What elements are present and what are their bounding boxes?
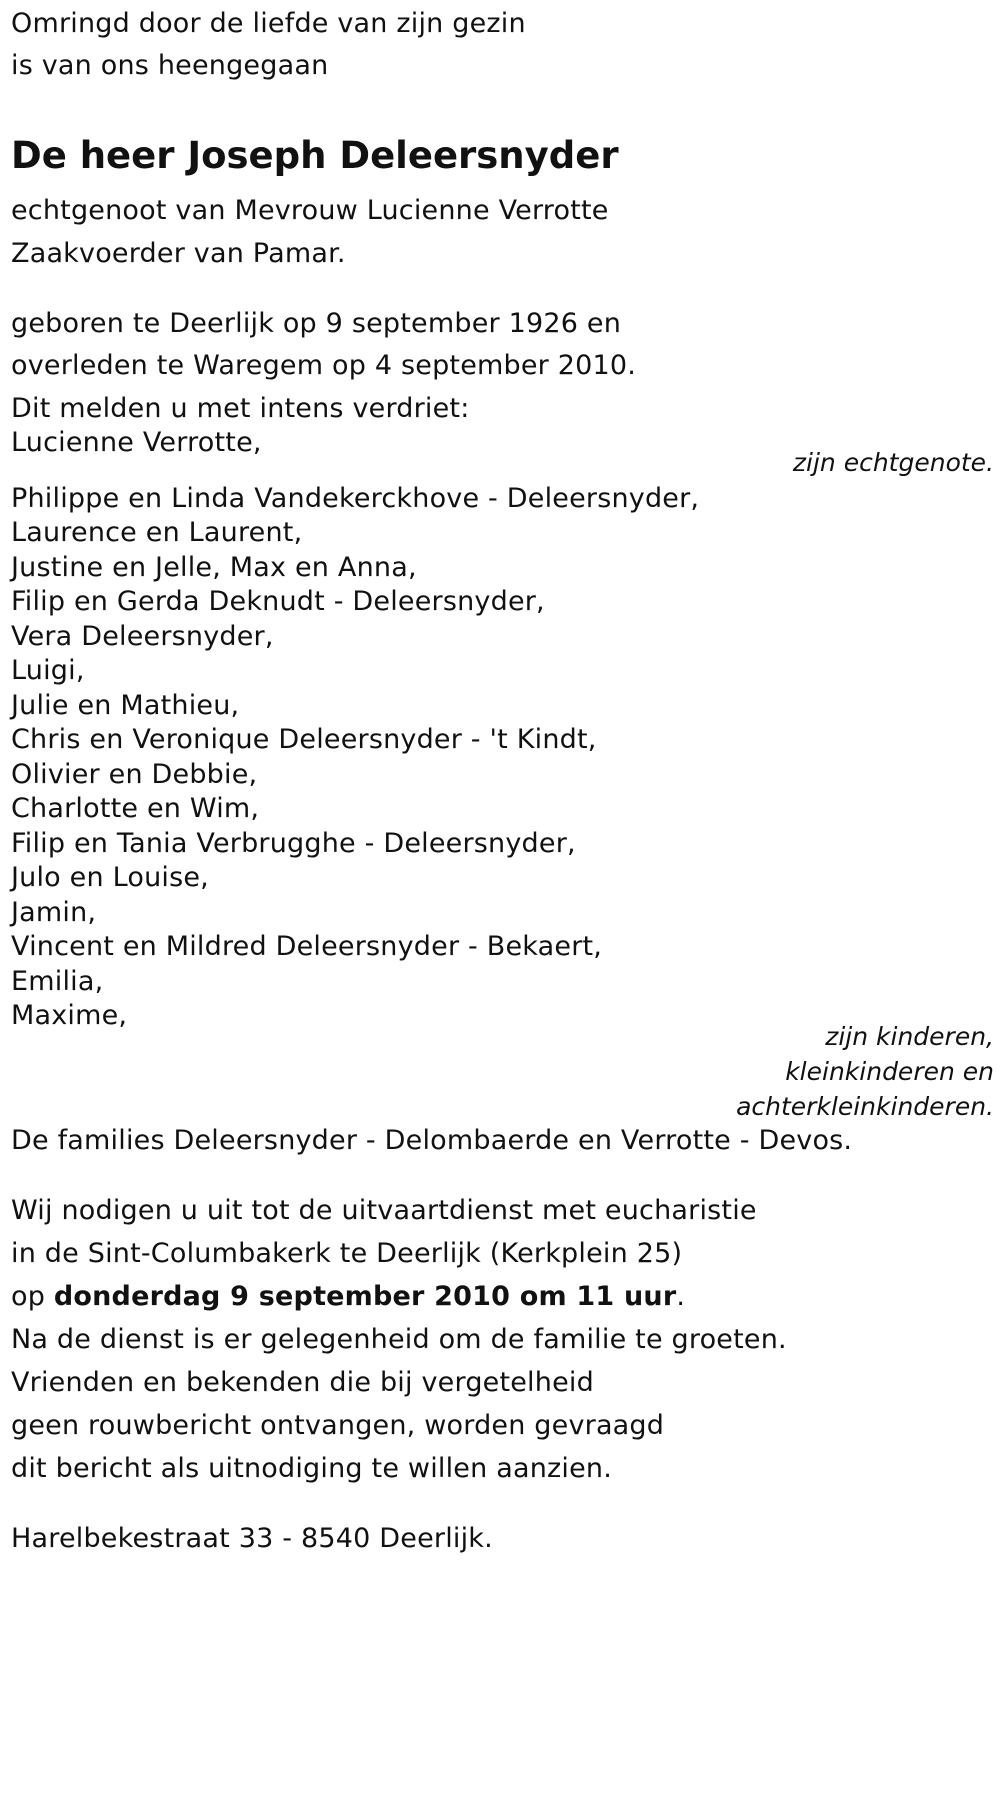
child-line-5: Vera Deleersnyder,	[11, 621, 274, 652]
child-line-2: Laurence en Laurent,	[11, 517, 303, 548]
child-line-4: Filip en Gerda Deknudt - Deleersnyder,	[11, 586, 545, 617]
funeral-date-time: donderdag 9 september 2010 om 11 uur	[53, 1281, 677, 1312]
relation-line-2: Zaakvoerder van Pamar.	[11, 238, 346, 269]
child-line-9: Olivier en Debbie,	[11, 759, 258, 790]
invitation-line-2: in de Sint-Columbakerk te Deerlijk (Kerkplein 25)	[11, 1238, 683, 1269]
deceased-name: De heer Joseph Deleersnyder	[11, 134, 619, 177]
death-line: overleden te Waregem op 4 september 2010.	[11, 350, 637, 381]
relation-line-1: echtgenoot van Mevrouw Lucienne Verrotte	[11, 195, 609, 226]
child-line-10: Charlotte en Wim,	[11, 793, 260, 824]
child-line-11: Filip en Tania Verbrugghe - Deleersnyder,	[11, 828, 576, 859]
spouse-role: zijn echtgenote.	[792, 448, 994, 477]
invitation-line-3-prefix: op	[11, 1281, 54, 1312]
child-line-15: Emilia,	[11, 966, 104, 997]
child-line-14: Vincent en Mildred Deleersnyder - Bekaert,	[11, 931, 603, 962]
child-line-12: Julo en Louise,	[11, 862, 209, 893]
invitation-line-4: Na de dienst is er gelegenheid om de familie te groeten.	[11, 1324, 787, 1355]
invitation-line-7: dit bericht als uitnodiging te willen aanzien.	[11, 1453, 612, 1484]
invitation-line-6: geen rouwbericht ontvangen, worden gevraagd	[11, 1410, 665, 1441]
birth-line: geboren te Deerlijk op 9 september 1926 en	[11, 308, 622, 339]
invitation-line-3	[11, 1279, 685, 1315]
child-line-8: Chris en Veronique Deleersnyder - 't Kindt,	[11, 724, 597, 755]
child-line-13: Jamin,	[11, 897, 97, 928]
intro-line-1: Omringd door de liefde van zijn gezin	[11, 8, 526, 39]
intro-line-2: is van ons heengegaan	[11, 50, 329, 81]
children-role-3: achterkleinkinderen.	[736, 1092, 994, 1121]
invitation-line-3-suffix: .	[676, 1281, 686, 1312]
invitation-line-1: Wij nodigen u uit tot de uitvaartdienst met eucharistie	[11, 1195, 757, 1226]
child-line-1: Philippe en Linda Vandekerckhove - Deleersnyder,	[11, 483, 700, 514]
invitation-line-5: Vrienden en bekenden die bij vergetelheid	[11, 1367, 594, 1398]
child-line-3: Justine en Jelle, Max en Anna,	[11, 552, 417, 583]
child-line-16: Maxime,	[11, 1000, 128, 1031]
families-line: De families Deleersnyder - Delombaerde en Verrotte - Devos.	[11, 1125, 853, 1156]
children-role-1: zijn kinderen,	[825, 1022, 994, 1051]
children-role-2: kleinkinderen en	[785, 1057, 994, 1086]
announce-line: Dit melden u met intens verdriet:	[11, 393, 470, 424]
child-line-7: Julie en Mathieu,	[11, 690, 240, 721]
spouse-name: Lucienne Verrotte,	[11, 427, 262, 458]
child-line-6: Luigi,	[11, 655, 85, 686]
address-line: Harelbekestraat 33 - 8540 Deerlijk.	[11, 1523, 493, 1554]
